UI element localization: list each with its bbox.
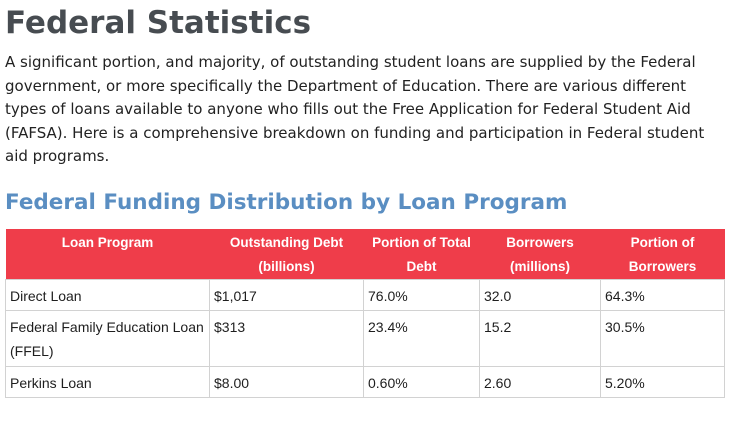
cell-loan-program: Direct Loan [6, 280, 210, 311]
cell-outstanding-debt: $313 [210, 311, 364, 367]
column-header-borrowers: Borrowers (millions) [480, 229, 601, 280]
cell-outstanding-debt: $1,017 [210, 280, 364, 311]
cell-portion-of-total-debt: 76.0% [364, 280, 480, 311]
cell-portion-of-total-debt: 23.4% [364, 311, 480, 367]
cell-portion-of-borrowers: 5.20% [601, 367, 725, 398]
cell-borrowers: 15.2 [480, 311, 601, 367]
cell-outstanding-debt: $8.00 [210, 367, 364, 398]
cell-loan-program: Perkins Loan [6, 367, 210, 398]
loan-program-table [5, 229, 725, 398]
table-row [6, 367, 725, 398]
cell-portion-of-borrowers: 30.5% [601, 311, 725, 367]
column-header-loan-program: Loan Program [6, 229, 210, 280]
column-header-portion-of-borrowers: Portion of Borrowers [601, 229, 725, 280]
cell-portion-of-total-debt: 0.60% [364, 367, 480, 398]
intro-paragraph: A significant portion, and majority, of outstanding student loans are supplied by the Federal government, or more specifically the Department of Education. There are various different types of loans available to anyone who fills out the Free Application for Federal Student Aid (FAFSA). Here is a comprehensive breakdown on funding and participation in Federal student aid programs. [5, 53, 705, 165]
table-row [6, 280, 725, 311]
column-header-outstanding-debt: Outstanding Debt (billions) [210, 229, 364, 280]
table-header-row [6, 229, 725, 280]
cell-borrowers: 32.0 [480, 280, 601, 311]
section-title: Federal Funding Distribution by Loan Program [5, 190, 568, 215]
page-title: Federal Statistics [5, 5, 312, 41]
cell-borrowers: 2.60 [480, 367, 601, 398]
cell-loan-program: Federal Family Education Loan (FFEL) [6, 311, 210, 367]
table-row [6, 311, 725, 367]
cell-portion-of-borrowers: 64.3% [601, 280, 725, 311]
column-header-portion-of-total-debt: Portion of Total Debt [364, 229, 480, 280]
